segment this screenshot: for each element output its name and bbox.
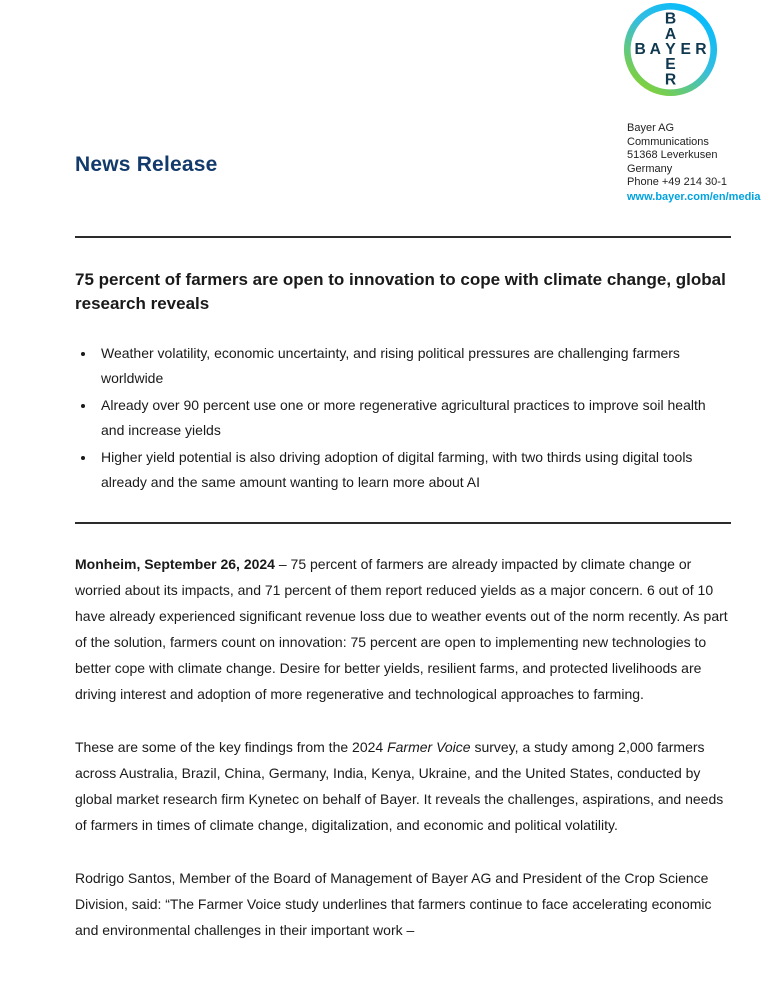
logo-letter: A [664, 25, 677, 43]
divider-bottom [75, 522, 731, 524]
list-item: • Higher yield potential is also driving adoption of digital farming, with two thirds using digital tools already and the same amount wanting to learn more about AI [96, 445, 731, 495]
contact-phone: Phone +49 214 30-1 [627, 176, 728, 188]
logo-letter: R [695, 41, 707, 59]
contact-department: Communications [627, 135, 709, 148]
logo-letter: R [664, 71, 677, 89]
bayer-logo-icon [623, 2, 718, 97]
contact-block [627, 122, 762, 204]
survey-name: Farmer Voice [387, 739, 471, 755]
paragraph-text: – 75 percent of farmers are already impacted by climate change or worried about its impacts, and 71 percent of them report reduced yields as a major concern. 6 out of 10 have already experienced significant revenue loss due to weather events out of the norm recently. As part of the solution, farmers count on innovation: 75 percent are open to implementing new technologies to better cope with climate change. Desire for better yields, resilient farms, and protected livelihoods are driving interest and adoption of more regenerative and technological approaches to farming. [75, 556, 728, 702]
contact-country: Germany [627, 162, 673, 175]
contact-company: Bayer AG [627, 122, 675, 134]
logo-letter: E [665, 56, 676, 74]
headline: 75 percent of farmers are open to innovation to cope with climate change, global research reveals [75, 270, 726, 313]
paragraph-text: These are some of the key findings from the 2024 [75, 739, 388, 755]
media-website-link[interactable]: www.bayer.com/en/media [627, 190, 761, 203]
paragraph-text: survey, a study among 2,000 farmers across Australia, Brazil, China, Germany, India, Kenya, Ukraine, and the United States, conducted by global market research firm Kynetec on behalf of Bayer. It reveals the challenges, aspirations, and needs of farmers in times of climate change, digitalization, and economic and political volatility. [75, 739, 724, 833]
dateline: Monheim, September 26, 2024 [75, 556, 275, 572]
contact-postcode: 51368 Leverkusen [627, 149, 718, 161]
page-title: News Release [75, 153, 218, 176]
logo-letter: B [634, 41, 646, 59]
list-item: • Already over 90 percent use one or more regenerative agricultural practices to improve soil health and increase yields [96, 393, 731, 443]
logo-letter: E [680, 41, 691, 59]
divider-top [75, 236, 731, 238]
bayer-cross-icon [623, 2, 718, 97]
logo-letter: B [664, 10, 677, 28]
paragraph-dateline [75, 551, 731, 707]
logo-letter: A [649, 41, 661, 59]
article-body [75, 236, 731, 943]
logo-letter: Y [665, 41, 676, 59]
list-item: • Weather volatility, economic uncertainty, and rising political pressures are challenging farmers worldwide [96, 341, 731, 391]
paragraph-quote: Rodrigo Santos, Member of the Board of Management of Bayer AG and President of the Crop Science Division, said: “The Farmer Voice study underlines that farmers continue to face accelerating economic and environmental challenges in their important work – [75, 870, 712, 938]
key-points-list [75, 341, 731, 495]
paragraph-findings [75, 734, 731, 838]
